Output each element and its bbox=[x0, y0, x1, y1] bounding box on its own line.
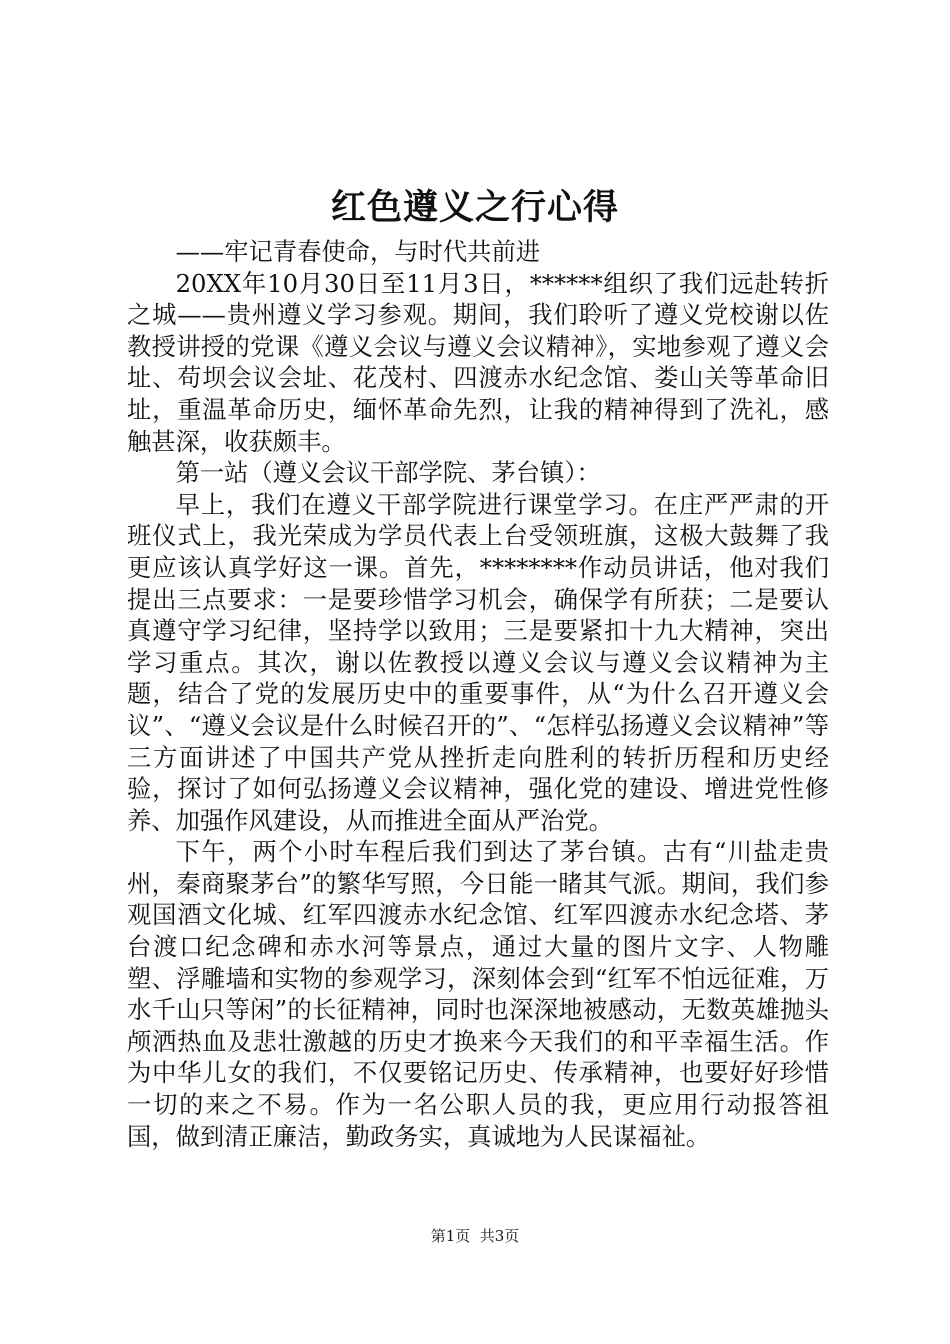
document-title: 红色遵义之行心得 bbox=[330, 187, 619, 228]
section-heading-first-stop: 第一站（遵义会议干部学院、茅台镇）： bbox=[175, 458, 601, 488]
page-footer: 第1页 共3页 bbox=[430, 1227, 520, 1245]
subtitle: ——牢记青春使命，与时代共前进 bbox=[175, 237, 541, 266]
paragraph-afternoon: 下午，两个小时车程后我们到达了茅台镇。古有“川盐走贵州，秦商聚茅台”的繁华写照，今日能一睹其气派。期间，我们参观国酒文化城、红军四渡赤水纪念馆、红军四渡赤水纪念塔、茅台渡口纪念碑和赤水河等景点，通过大量的图片文字、人物雕塑、浮雕墙和实物的参观学习，深刻体会到“红军不怕远征难，万水千山只等闲”的长征精神，同时也深深地被感动，无数英雄抛头颅洒热血及悲壮激越的历史才换来今天我们的和平幸福生活。作为中华儿女的我们，不仅要铭记历史、传承精神，也要好好珍惜一切的来之不易。作为一名公职人员的我，更应用行动报答祖国，做到清正廉洁，勤政务实，真诚地为人民谋福祉。 bbox=[127, 837, 829, 1151]
paragraph-morning: 早上，我们在遵义干部学院进行课堂学习。在庄严严肃的开班仪式上，我光荣成为学员代表上台受领班旗，这极大鼓舞了我更应该认真学好这一课。首先，********作动员讲话，他对我们提出三点要求：一是要珍惜学习机会，确保学有所获；二是要认真遵守学习纪律，坚持学以致用；三是要紧扣十九大精神，突出学习重点。其次，谢以佐教授以遵义会议与遵义会议精神为主题，结合了党的发展历史中的重要事件，从“为什么召开遵义会议”、“遵义会议是什么时候召开的”、“怎样弘扬遵义会议精神”等三方面讲述了中国共产党从挫折走向胜利的转折历程和历史经验，探讨了如何弘扬遵义会议精神，强化党的建设、增进党性修养、加强作风建设，从而推进全面从严治党。 bbox=[127, 489, 829, 835]
document-body bbox=[127, 236, 829, 1152]
paragraph-intro: 20XX年10月30日至11月3日，******组织了我们远赴转折之城——贵州遵义学习参观。期间，我们聆听了遵义党校谢以佐教授讲授的党课《遵义会议与遵义会议精神》，实地参观了遵义会址、苟坝会议会址、花茂村、四渡赤水纪念馆、娄山关等革命旧址，重温革命历史，缅怀革命先烈，让我的精神得到了洗礼，感触甚深，收获颇丰。 bbox=[127, 268, 829, 456]
